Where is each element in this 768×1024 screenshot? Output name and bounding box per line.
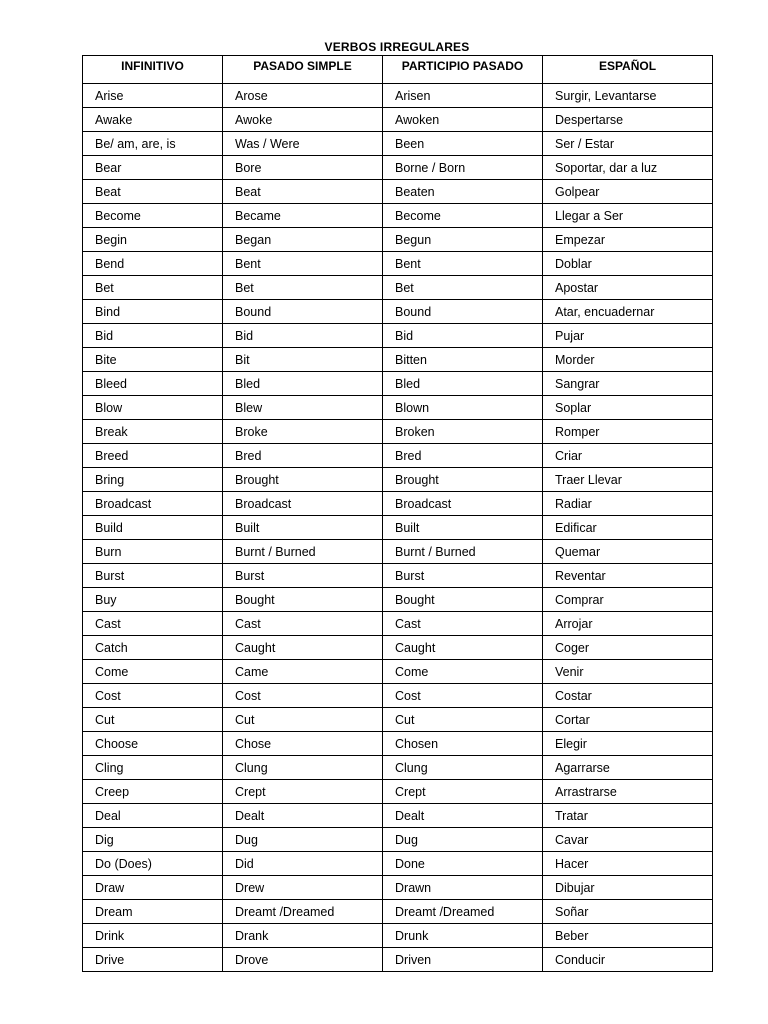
past-simple-cell: Bore (223, 156, 383, 180)
past-simple-cell: Beat (223, 180, 383, 204)
past-participle-cell: Drunk (383, 924, 543, 948)
spanish-cell: Costar (543, 684, 713, 708)
past-simple-cell: Did (223, 852, 383, 876)
infinitive-cell: Choose (83, 732, 223, 756)
past-participle-cell: Bred (383, 444, 543, 468)
spanish-cell: Empezar (543, 228, 713, 252)
spanish-cell: Cortar (543, 708, 713, 732)
infinitive-cell: Awake (83, 108, 223, 132)
table-row (83, 108, 713, 132)
infinitive-cell: Build (83, 516, 223, 540)
past-simple-cell: Dug (223, 828, 383, 852)
infinitive-cell: Drive (83, 948, 223, 972)
table-row (83, 948, 713, 972)
past-simple-cell: Dealt (223, 804, 383, 828)
page-title: VERBOS IRREGULARES (324, 40, 470, 54)
table-row (83, 444, 713, 468)
table-row (83, 396, 713, 420)
past-simple-cell: Bought (223, 588, 383, 612)
table-row (83, 516, 713, 540)
table-row (83, 852, 713, 876)
past-participle-cell: Bought (383, 588, 543, 612)
spanish-cell: Edificar (543, 516, 713, 540)
table-row (83, 252, 713, 276)
past-simple-cell: Broadcast (223, 492, 383, 516)
irregular-verbs-table (82, 55, 713, 972)
infinitive-cell: Cast (83, 612, 223, 636)
table-row (83, 540, 713, 564)
past-simple-cell: Arose (223, 84, 383, 108)
spanish-cell: Despertarse (543, 108, 713, 132)
past-simple-cell: Burnt / Burned (223, 540, 383, 564)
past-simple-cell: Bet (223, 276, 383, 300)
infinitive-cell: Drink (83, 924, 223, 948)
past-participle-cell: Built (383, 516, 543, 540)
spanish-cell: Atar, encuadernar (543, 300, 713, 324)
spanish-cell: Criar (543, 444, 713, 468)
past-participle-cell: Done (383, 852, 543, 876)
past-simple-cell: Burst (223, 564, 383, 588)
past-participle-cell: Cast (383, 612, 543, 636)
infinitive-cell: Draw (83, 876, 223, 900)
table-row (83, 900, 713, 924)
spanish-cell: Apostar (543, 276, 713, 300)
spanish-cell: Doblar (543, 252, 713, 276)
spanish-cell: Agarrarse (543, 756, 713, 780)
past-participle-cell: Dealt (383, 804, 543, 828)
spanish-cell: Soplar (543, 396, 713, 420)
spanish-cell: Pujar (543, 324, 713, 348)
table-row (83, 924, 713, 948)
spanish-cell: Traer Llevar (543, 468, 713, 492)
past-simple-cell: Chose (223, 732, 383, 756)
spanish-cell: Sangrar (543, 372, 713, 396)
spanish-cell: Quemar (543, 540, 713, 564)
past-participle-cell: Clung (383, 756, 543, 780)
infinitive-cell: Cut (83, 708, 223, 732)
spanish-cell: Reventar (543, 564, 713, 588)
past-participle-cell: Borne / Born (383, 156, 543, 180)
infinitive-cell: Deal (83, 804, 223, 828)
table-row (83, 300, 713, 324)
past-participle-cell: Brought (383, 468, 543, 492)
spanish-cell: Hacer (543, 852, 713, 876)
infinitive-cell: Come (83, 660, 223, 684)
header-espanol (543, 56, 713, 84)
infinitive-cell: Bet (83, 276, 223, 300)
spanish-cell: Conducir (543, 948, 713, 972)
infinitive-cell: Bear (83, 156, 223, 180)
past-simple-cell: Bid (223, 324, 383, 348)
spanish-cell: Arrastrarse (543, 780, 713, 804)
table-row (83, 876, 713, 900)
past-participle-cell: Blown (383, 396, 543, 420)
spanish-cell: Beber (543, 924, 713, 948)
past-participle-cell: Broken (383, 420, 543, 444)
spanish-cell: Morder (543, 348, 713, 372)
past-participle-cell: Burst (383, 564, 543, 588)
past-participle-cell: Driven (383, 948, 543, 972)
table-header (83, 56, 713, 84)
table-body (83, 84, 713, 972)
infinitive-cell: Arise (83, 84, 223, 108)
infinitive-cell: Cling (83, 756, 223, 780)
past-participle-cell: Bound (383, 300, 543, 324)
past-participle-cell: Begun (383, 228, 543, 252)
past-simple-cell: Cast (223, 612, 383, 636)
header-participio-pasado (383, 56, 543, 84)
spanish-cell: Dibujar (543, 876, 713, 900)
past-simple-cell: Drank (223, 924, 383, 948)
table-row (83, 228, 713, 252)
table-row (83, 492, 713, 516)
spanish-cell: Soportar, dar a luz (543, 156, 713, 180)
past-simple-cell: Came (223, 660, 383, 684)
past-simple-cell: Clung (223, 756, 383, 780)
past-participle-cell: Bitten (383, 348, 543, 372)
header-infinitivo (83, 56, 223, 84)
infinitive-cell: Catch (83, 636, 223, 660)
infinitive-cell: Broadcast (83, 492, 223, 516)
spanish-cell: Romper (543, 420, 713, 444)
table-row (83, 276, 713, 300)
past-simple-cell: Bound (223, 300, 383, 324)
past-simple-cell: Bled (223, 372, 383, 396)
past-participle-cell: Bled (383, 372, 543, 396)
past-simple-cell: Broke (223, 420, 383, 444)
past-participle-cell: Cut (383, 708, 543, 732)
header-label: PARTICIPIO PASADO (401, 59, 524, 73)
past-simple-cell: Cost (223, 684, 383, 708)
table-row (83, 828, 713, 852)
table-row (83, 684, 713, 708)
table-row (83, 204, 713, 228)
table-row (83, 468, 713, 492)
past-participle-cell: Come (383, 660, 543, 684)
past-participle-cell: Beaten (383, 180, 543, 204)
infinitive-cell: Bind (83, 300, 223, 324)
table-row (83, 660, 713, 684)
past-participle-cell: Dug (383, 828, 543, 852)
past-simple-cell: Bit (223, 348, 383, 372)
table-row (83, 756, 713, 780)
infinitive-cell: Bid (83, 324, 223, 348)
table-row (83, 732, 713, 756)
table-row (83, 324, 713, 348)
infinitive-cell: Be/ am, are, is (83, 132, 223, 156)
table-row (83, 588, 713, 612)
spanish-cell: Cavar (543, 828, 713, 852)
spanish-cell: Coger (543, 636, 713, 660)
infinitive-cell: Bite (83, 348, 223, 372)
past-participle-cell: Dreamt /Dreamed (383, 900, 543, 924)
table-row (83, 612, 713, 636)
past-participle-cell: Been (383, 132, 543, 156)
past-simple-cell: Dreamt /Dreamed (223, 900, 383, 924)
infinitive-cell: Beat (83, 180, 223, 204)
infinitive-cell: Bend (83, 252, 223, 276)
spanish-cell: Elegir (543, 732, 713, 756)
past-participle-cell: Burnt / Burned (383, 540, 543, 564)
header-label: PASADO SIMPLE (253, 59, 352, 73)
past-participle-cell: Awoken (383, 108, 543, 132)
header-label: ESPAÑOL (598, 59, 657, 73)
past-participle-cell: Bet (383, 276, 543, 300)
table-row (83, 420, 713, 444)
past-simple-cell: Drew (223, 876, 383, 900)
table-row (83, 780, 713, 804)
past-simple-cell: Cut (223, 708, 383, 732)
table-row (83, 564, 713, 588)
infinitive-cell: Breed (83, 444, 223, 468)
past-simple-cell: Built (223, 516, 383, 540)
past-participle-cell: Drawn (383, 876, 543, 900)
infinitive-cell: Dig (83, 828, 223, 852)
table-row (83, 372, 713, 396)
header-row (83, 56, 713, 84)
past-participle-cell: Bent (383, 252, 543, 276)
table-row (83, 156, 713, 180)
past-participle-cell: Crept (383, 780, 543, 804)
infinitive-cell: Burn (83, 540, 223, 564)
past-participle-cell: Cost (383, 684, 543, 708)
infinitive-cell: Buy (83, 588, 223, 612)
past-participle-cell: Bid (383, 324, 543, 348)
past-simple-cell: Began (223, 228, 383, 252)
header-pasado-simple (223, 56, 383, 84)
past-simple-cell: Drove (223, 948, 383, 972)
spanish-cell: Golpear (543, 180, 713, 204)
past-simple-cell: Crept (223, 780, 383, 804)
table-row (83, 84, 713, 108)
infinitive-cell: Blow (83, 396, 223, 420)
spanish-cell: Ser / Estar (543, 132, 713, 156)
past-participle-cell: Chosen (383, 732, 543, 756)
table-row (83, 132, 713, 156)
table-row (83, 180, 713, 204)
past-simple-cell: Became (223, 204, 383, 228)
infinitive-cell: Burst (83, 564, 223, 588)
infinitive-cell: Begin (83, 228, 223, 252)
table-row (83, 348, 713, 372)
infinitive-cell: Bleed (83, 372, 223, 396)
spanish-cell: Radiar (543, 492, 713, 516)
spanish-cell: Soñar (543, 900, 713, 924)
past-simple-cell: Awoke (223, 108, 383, 132)
spanish-cell: Tratar (543, 804, 713, 828)
past-simple-cell: Was / Were (223, 132, 383, 156)
infinitive-cell: Become (83, 204, 223, 228)
infinitive-cell: Do (Does) (83, 852, 223, 876)
past-simple-cell: Bred (223, 444, 383, 468)
spanish-cell: Llegar a Ser (543, 204, 713, 228)
header-label: INFINITIVO (121, 59, 184, 73)
spanish-cell: Arrojar (543, 612, 713, 636)
infinitive-cell: Break (83, 420, 223, 444)
infinitive-cell: Cost (83, 684, 223, 708)
spanish-cell: Surgir, Levantarse (543, 84, 713, 108)
past-simple-cell: Blew (223, 396, 383, 420)
spanish-cell: Venir (543, 660, 713, 684)
infinitive-cell: Bring (83, 468, 223, 492)
past-participle-cell: Become (383, 204, 543, 228)
past-simple-cell: Bent (223, 252, 383, 276)
table-row (83, 804, 713, 828)
past-simple-cell: Brought (223, 468, 383, 492)
infinitive-cell: Dream (83, 900, 223, 924)
table-row (83, 708, 713, 732)
past-participle-cell: Broadcast (383, 492, 543, 516)
past-participle-cell: Caught (383, 636, 543, 660)
spanish-cell: Comprar (543, 588, 713, 612)
table-row (83, 636, 713, 660)
past-participle-cell: Arisen (383, 84, 543, 108)
past-simple-cell: Caught (223, 636, 383, 660)
infinitive-cell: Creep (83, 780, 223, 804)
